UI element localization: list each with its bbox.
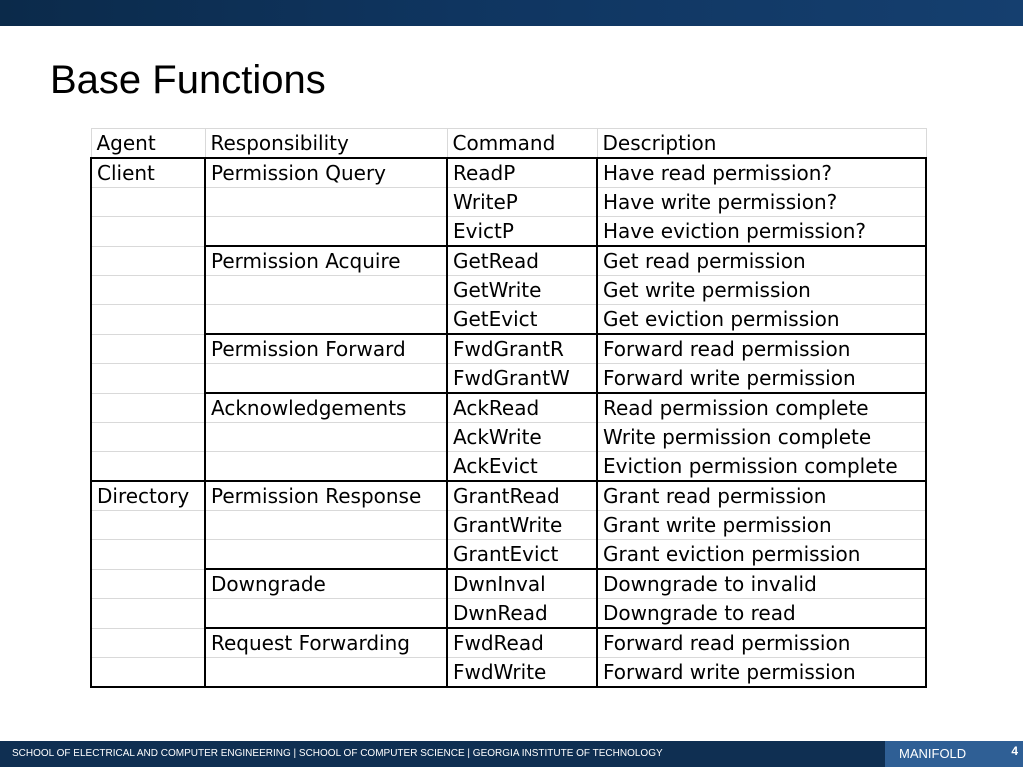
cell-description: Grant read permission (597, 481, 926, 511)
cell-responsibility: Permission Acquire (205, 246, 447, 276)
cell-description: Forward read permission (597, 334, 926, 364)
cell-command: GetRead (447, 246, 597, 276)
cell-description: Downgrade to invalid (597, 569, 926, 599)
cell-command: FwdGrantR (447, 334, 597, 364)
cell-responsibility (205, 276, 447, 305)
cell-agent (91, 511, 205, 540)
cell-description: Eviction permission complete (597, 452, 926, 482)
cell-agent (91, 628, 205, 658)
cell-agent (91, 188, 205, 217)
cell-command: FwdRead (447, 628, 597, 658)
cell-description: Have write permission? (597, 188, 926, 217)
table-row (91, 276, 926, 305)
header-agent: Agent (91, 129, 205, 159)
cell-responsibility (205, 217, 447, 247)
cell-description: Write permission complete (597, 423, 926, 452)
table-body (91, 158, 926, 687)
table-row (91, 540, 926, 570)
table-row (91, 217, 926, 247)
header-description: Description (597, 129, 926, 159)
table-row (91, 423, 926, 452)
header-responsibility: Responsibility (205, 129, 447, 159)
cell-responsibility (205, 540, 447, 570)
cell-description: Forward read permission (597, 628, 926, 658)
cell-agent: Client (91, 158, 205, 188)
cell-agent (91, 246, 205, 276)
footer-text: SCHOOL OF ELECTRICAL AND COMPUTER ENGINEERING | SCHOOL OF COMPUTER SCIENCE | GEORGIA INSTITUTE OF TECHNOLOGY (12, 748, 663, 759)
cell-description: Grant eviction permission (597, 540, 926, 570)
header-command: Command (447, 129, 597, 159)
slide-title: Base Functions (50, 58, 326, 102)
cell-command: AckEvict (447, 452, 597, 482)
cell-responsibility (205, 188, 447, 217)
footer-bar (0, 741, 1023, 767)
cell-responsibility: Downgrade (205, 569, 447, 599)
table-row (91, 452, 926, 482)
table-row (91, 364, 926, 394)
cell-responsibility: Acknowledgements (205, 393, 447, 423)
table-header-row (91, 129, 926, 159)
cell-description: Grant write permission (597, 511, 926, 540)
cell-command: GrantEvict (447, 540, 597, 570)
footer-label: MANIFOLD (899, 746, 967, 761)
table-row (91, 305, 926, 335)
table-row (91, 658, 926, 688)
base-functions-table (90, 128, 927, 688)
cell-command: GetEvict (447, 305, 597, 335)
cell-responsibility: Permission Response (205, 481, 447, 511)
cell-responsibility (205, 599, 447, 629)
cell-agent (91, 393, 205, 423)
cell-agent (91, 217, 205, 247)
cell-command: EvictP (447, 217, 597, 247)
page-number: 4 (1011, 744, 1018, 758)
cell-agent (91, 305, 205, 335)
cell-command: DwnInval (447, 569, 597, 599)
cell-agent (91, 569, 205, 599)
table-row (91, 599, 926, 629)
header-bar (0, 0, 1023, 26)
table-row (91, 569, 926, 599)
cell-responsibility (205, 511, 447, 540)
cell-responsibility (205, 305, 447, 335)
cell-description: Have read permission? (597, 158, 926, 188)
cell-command: GrantRead (447, 481, 597, 511)
table-row (91, 393, 926, 423)
cell-responsibility (205, 423, 447, 452)
table-row (91, 628, 926, 658)
cell-command: GrantWrite (447, 511, 597, 540)
cell-command: FwdGrantW (447, 364, 597, 394)
cell-agent (91, 364, 205, 394)
table-row (91, 158, 926, 188)
table-row (91, 481, 926, 511)
cell-description: Get write permission (597, 276, 926, 305)
footer-label-box (885, 741, 1023, 767)
cell-command: AckWrite (447, 423, 597, 452)
table-row (91, 334, 926, 364)
cell-description: Forward write permission (597, 364, 926, 394)
base-functions-table-container (90, 128, 927, 688)
cell-responsibility (205, 364, 447, 394)
cell-command: DwnRead (447, 599, 597, 629)
cell-agent (91, 658, 205, 688)
cell-agent (91, 334, 205, 364)
cell-command: WriteP (447, 188, 597, 217)
cell-responsibility: Permission Query (205, 158, 447, 188)
cell-description: Downgrade to read (597, 599, 926, 629)
cell-responsibility (205, 658, 447, 688)
cell-agent (91, 452, 205, 482)
cell-description: Have eviction permission? (597, 217, 926, 247)
cell-agent (91, 423, 205, 452)
cell-responsibility (205, 452, 447, 482)
cell-description: Get read permission (597, 246, 926, 276)
cell-description: Read permission complete (597, 393, 926, 423)
cell-command: GetWrite (447, 276, 597, 305)
cell-responsibility: Request Forwarding (205, 628, 447, 658)
cell-description: Get eviction permission (597, 305, 926, 335)
cell-responsibility: Permission Forward (205, 334, 447, 364)
table-row (91, 188, 926, 217)
cell-description: Forward write permission (597, 658, 926, 688)
cell-command: ReadP (447, 158, 597, 188)
cell-agent (91, 599, 205, 629)
cell-command: FwdWrite (447, 658, 597, 688)
table-row (91, 511, 926, 540)
table-row (91, 246, 926, 276)
cell-agent (91, 276, 205, 305)
cell-agent: Directory (91, 481, 205, 511)
cell-agent (91, 540, 205, 570)
cell-command: AckRead (447, 393, 597, 423)
